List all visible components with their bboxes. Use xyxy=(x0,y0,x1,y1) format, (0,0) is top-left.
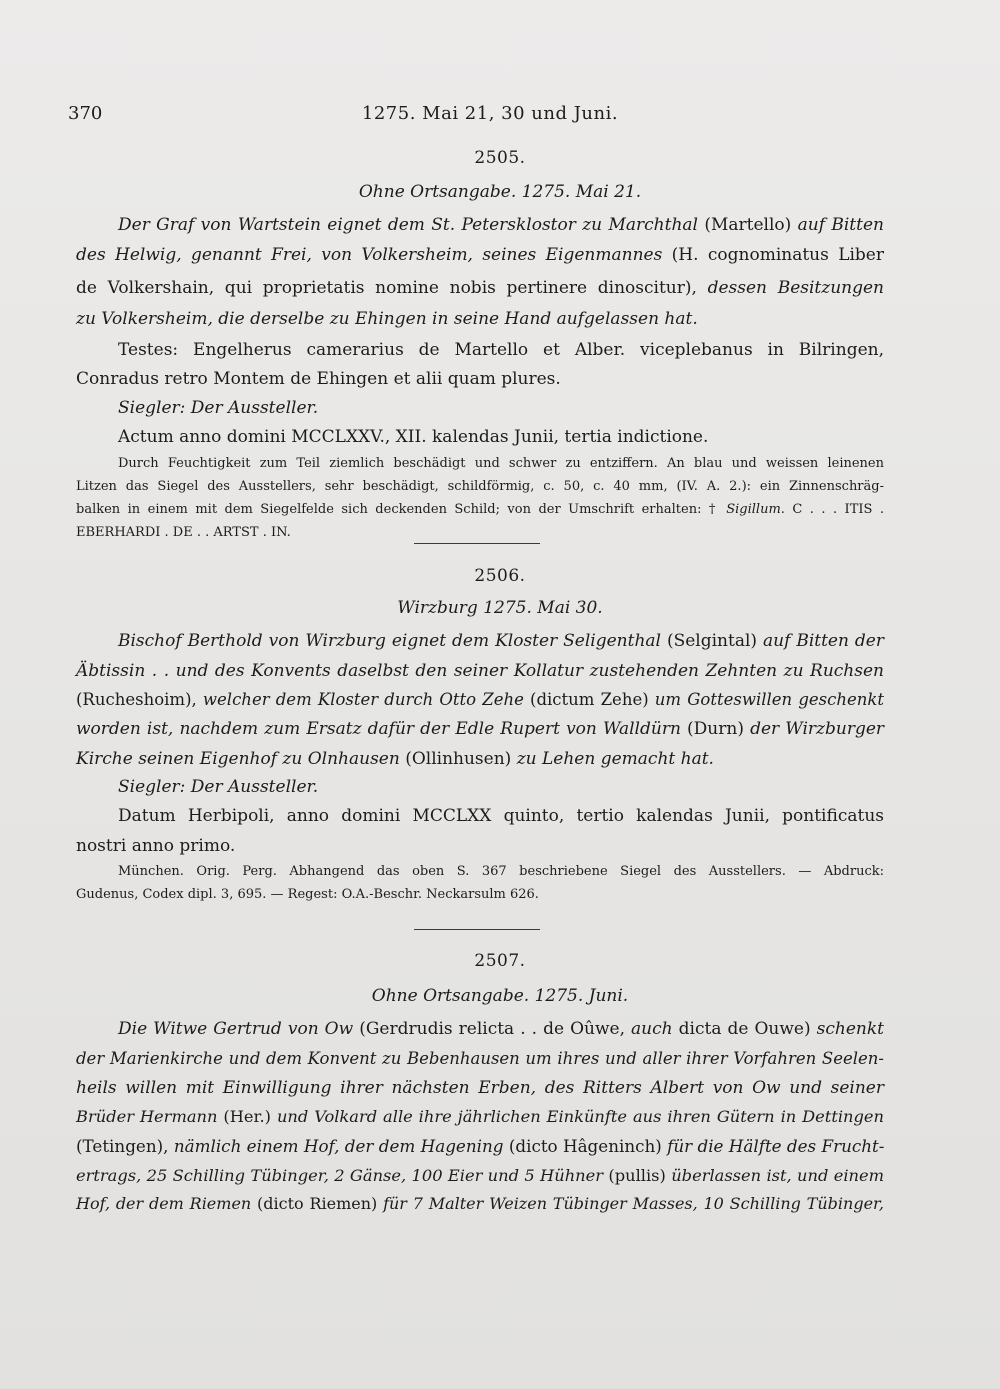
testes-line: Testes: Engelherus camerarius de Martello et Alber. viceplebanus in Bilringen, xyxy=(118,340,884,360)
summary-line xyxy=(76,245,884,265)
summary-line xyxy=(76,690,884,709)
italic-text-run: für 7 Malter Weizen Tübinger Masses, 10 Schilling Tübinger, xyxy=(383,1194,885,1213)
italic-text-run: Sigillum xyxy=(726,502,781,517)
text-run: (Martello) xyxy=(697,215,798,235)
section-divider xyxy=(414,543,540,544)
italic-text-run: schenkt xyxy=(816,1019,884,1039)
summary-line xyxy=(76,1166,884,1185)
page-header xyxy=(68,103,912,133)
italic-text-run: Kirche seinen Eigenhof zu Olnhausen xyxy=(76,749,400,769)
summary-line xyxy=(118,631,884,651)
italic-text-run: auf Bitten xyxy=(797,215,884,235)
italic-text-run: Brüder Hermann xyxy=(76,1107,218,1126)
text-run: dicta de Ouwe) xyxy=(672,1019,817,1039)
summary-line xyxy=(76,749,884,769)
text-run: Durch Feuchtigkeit zum Teil ziemlich beschädigt und schwer zu entziffern. An blau und weissen leinenen xyxy=(118,456,884,471)
datum-line: Datum Herbipoli, anno domini MCCLXX quinto, tertio kalendas Junii, pontificatus xyxy=(118,806,884,826)
italic-text-run: welcher dem Kloster durch Otto Zehe xyxy=(202,690,524,709)
section-divider xyxy=(414,929,540,930)
siegler-line: Siegler: Der Aussteller. xyxy=(118,398,319,418)
entry-number: 2505. xyxy=(474,148,526,168)
italic-text-run: dessen Besitzungen xyxy=(707,278,884,298)
text-run: Litzen das Siegel des Ausstellers, sehr beschädigt, schildförmig, c. 50, c. 40 mm, (IV. A. 2.): ein Zinnenschräg- xyxy=(76,479,884,494)
entry-number: 2506. xyxy=(474,566,526,586)
testes-line: Conradus retro Montem de Ehingen et alii quam plures. xyxy=(76,369,561,389)
note-line xyxy=(118,864,884,879)
text-run: (dictum Zehe) xyxy=(523,690,655,709)
summary-line xyxy=(76,1078,884,1098)
entry-place-date: Ohne Ortsangabe. 1275. Juni. xyxy=(371,986,629,1006)
italic-text-run: heils willen mit Einwilligung ihrer nächsten Erben, des Ritters Albert von Ow und seiner xyxy=(76,1078,884,1098)
text-run: (Rucheshoim), xyxy=(76,690,203,709)
italic-text-run: und Volkard alle ihre jährlichen Einkünfte aus ihren Gütern in Dettingen xyxy=(276,1107,885,1126)
note-line xyxy=(118,456,884,471)
italic-text-run: nämlich einem Hof, der dem Hagening xyxy=(173,1136,504,1156)
italic-text-run: worden ist, nachdem zum Ersatz dafür der Edle Rupert von Walldürn xyxy=(76,719,681,739)
summary-line xyxy=(76,1107,884,1126)
text-run: (Selgintal) xyxy=(660,631,763,651)
summary-line xyxy=(118,215,884,235)
note-line xyxy=(76,479,884,494)
text-run: balken in einem mit dem Siegelfelde sich deckenden Schild; von der Umschrift erhalten: † xyxy=(76,502,727,517)
datum-line: nostri anno primo. xyxy=(76,836,236,856)
text-run: (dicto Hâgeninch) xyxy=(503,1136,668,1156)
summary-line xyxy=(76,1194,884,1213)
note-line xyxy=(76,525,884,540)
text-run: de Volkershain, qui proprietatis nomine nobis pertinere dinoscitur), xyxy=(76,278,708,298)
italic-text-run: auf Bitten der xyxy=(763,631,884,651)
text-run: (Ollinhusen) xyxy=(399,749,517,769)
italic-text-run: überlassen ist, und einem xyxy=(671,1166,885,1185)
summary-line xyxy=(76,309,884,329)
italic-text-run: Die Witwe Gertrud von Ow xyxy=(118,1019,354,1039)
italic-text-run: Der Graf von Wartstein eignet dem St. Petersklostor zu Marchthal xyxy=(118,215,698,235)
text-run: München. Orig. Perg. Abhangend das oben S. 367 beschriebene Siegel des Ausstellers. — Abdruck: xyxy=(118,864,884,879)
note-line xyxy=(76,887,884,902)
summary-line xyxy=(76,1049,884,1068)
text-run: Gudenus, Codex dipl. 3, 695. — Regest: O.A.-Beschr. Neckarsulm 626. xyxy=(76,887,539,902)
italic-text-run: für die Hälfte des Frucht- xyxy=(667,1136,885,1156)
italic-text-run: zu Lehen gemacht hat. xyxy=(516,749,714,769)
entry-place-date: Ohne Ortsangabe. 1275. Mai 21. xyxy=(358,182,642,202)
text-run: (dicto Riemen) xyxy=(251,1194,384,1213)
note-line xyxy=(76,502,884,517)
italic-text-run: des Helwig, genannt Frei, von Volkersheim, seines Eigenmannes xyxy=(76,245,663,265)
text-run: (Durn) xyxy=(680,719,751,739)
italic-text-run: auch xyxy=(631,1019,673,1039)
text-run: (H. cognominatus Liber xyxy=(662,245,884,265)
text-run: . C . . . ITIS . xyxy=(780,502,884,517)
page-number: 370 xyxy=(68,103,103,124)
summary-line xyxy=(118,1019,884,1039)
italic-text-run: um Gotteswillen geschenkt xyxy=(654,690,884,709)
italic-text-run: zu Volkersheim, die derselbe zu Ehingen in seine Hand aufgelassen hat. xyxy=(76,309,698,329)
summary-line xyxy=(76,1136,884,1156)
actum-line: Actum anno domini MCCLXXV., XII. kalendas Junii, tertia indictione. xyxy=(118,427,709,447)
entry-place-date: Wirzburg 1275. Mai 30. xyxy=(397,598,603,618)
entry-number: 2507. xyxy=(474,951,526,971)
summary-line xyxy=(76,719,884,739)
italic-text-run: Äbtissin . . und des Konvents daselbst den seiner Kollatur zustehenden Zehnten zu Ruchsen xyxy=(76,661,884,681)
text-run: EBERHARDI . DE . . ARTST . IN. xyxy=(76,525,291,540)
summary-line xyxy=(76,661,884,681)
text-run: (Tetingen), xyxy=(76,1136,174,1156)
running-head: 1275. Mai 21, 30 und Juni. xyxy=(361,103,619,124)
italic-text-run: Hof, der dem Riemen xyxy=(76,1194,252,1213)
italic-text-run: der Wirzburger xyxy=(750,719,885,739)
siegler-line: Siegler: Der Aussteller. xyxy=(118,777,319,797)
italic-text-run: Bischof Berthold von Wirzburg eignet dem Kloster Seligenthal xyxy=(118,631,661,651)
text-run: (Gerdrudis relicta . . de Oûwe, xyxy=(353,1019,632,1039)
summary-line xyxy=(76,278,884,298)
text-run: (Her.) xyxy=(217,1107,277,1126)
italic-text-run: ertrags, 25 Schilling Tübinger, 2 Gänse, 100 Eier und 5 Hühner xyxy=(76,1166,604,1185)
text-run: (pullis) xyxy=(603,1166,672,1185)
italic-text-run: der Marienkirche und dem Konvent zu Bebenhausen um ihres und aller ihrer Vorfahren Seelen- xyxy=(76,1049,884,1068)
